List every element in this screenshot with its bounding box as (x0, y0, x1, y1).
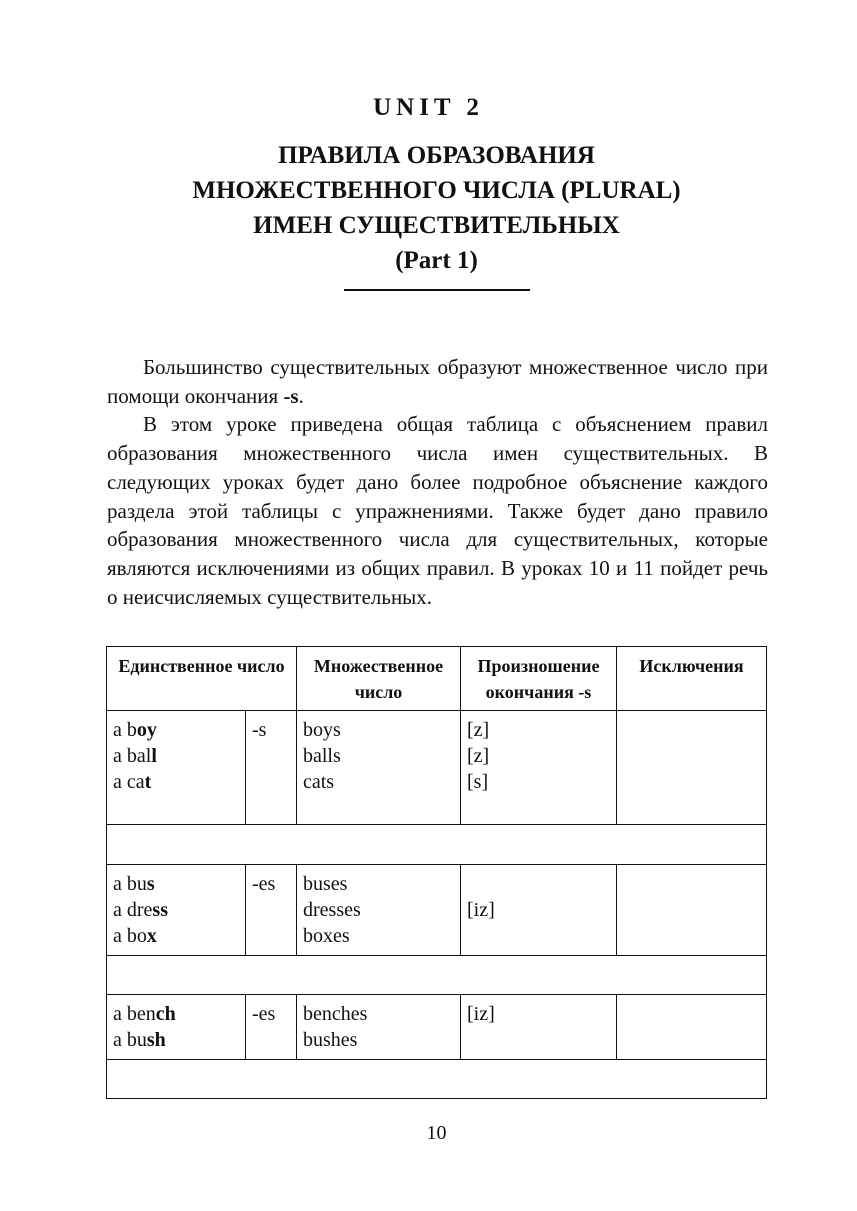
pronunciation-value: [z] (467, 745, 490, 767)
exceptions-cell (617, 865, 767, 956)
table-spacer-row (107, 825, 767, 865)
singular-word: a ball (113, 745, 157, 767)
pronunciation-value: [s] (467, 771, 489, 793)
singular-word: a bench (113, 1003, 176, 1025)
page-title (0, 138, 857, 278)
pronunciation-value: [z] (467, 719, 490, 741)
pronunciation-cell (461, 711, 617, 825)
plural-cell (297, 711, 461, 825)
pronunciation-cell (461, 865, 617, 956)
ending-label: -es (252, 1003, 276, 1025)
table-row (107, 865, 767, 956)
singular-cell (107, 995, 246, 1060)
header-plural: Множественное число (297, 647, 461, 711)
plural-cell (297, 995, 461, 1060)
ending-cell (246, 711, 297, 825)
title-line: ПРАВИЛА ОБРАЗОВАНИЯ (278, 142, 595, 169)
exceptions-cell (617, 995, 767, 1060)
title-line: ИМЕН СУЩЕСТВИТЕЛЬНЫХ (253, 212, 620, 239)
pronunciation-value: [iz] (467, 1003, 495, 1025)
table-spacer-row (107, 956, 767, 995)
intro-text (107, 353, 768, 611)
plural-rules-table (106, 646, 767, 1099)
plural-word: balls (303, 745, 341, 767)
header-exceptions: Исключения (617, 647, 767, 711)
intro-text-run: Большинство существительных образуют множественное число при помощи окончания (107, 355, 768, 408)
title-underline (344, 289, 530, 291)
spacer-cell (107, 956, 767, 995)
header-pronunciation: Произношение окончания -s (461, 647, 617, 711)
table-row (107, 711, 767, 825)
singular-cell (107, 711, 246, 825)
table-spacer-row (107, 1060, 767, 1099)
plural-word: benches (303, 1003, 368, 1025)
plural-word: bushes (303, 1029, 358, 1051)
plural-suffix: -s (283, 383, 299, 408)
pronunciation-cell (461, 995, 617, 1060)
pronunciation-value: [iz] (467, 899, 495, 921)
plural-word: cats (303, 771, 335, 793)
intro-paragraph-2: В этом уроке приведена общая таблица с объяснением правил образования множественного числа имен существительных. В следующих уроках будет дано более подробное объяснение каждого раздела этой таблицы с упражнениями. Также будет дано правило образования множественного числа для существительных, которые являются исключениями из общих правил. В уроках 10 и 11 пойдет речь о неисчисляемых существительных. (107, 412, 768, 609)
ending-label: -es (252, 873, 276, 895)
singular-word: a bus (113, 873, 155, 895)
ending-cell (246, 865, 297, 956)
ending-label: -s (252, 719, 267, 741)
intro-text-run: . (298, 383, 304, 408)
title-line: МНОЖЕСТВЕННОГО ЧИСЛА (PLURAL) (192, 177, 681, 204)
plural-word: dresses (303, 899, 361, 921)
header-singular: Единственное число (107, 647, 297, 711)
singular-word: a dress (113, 899, 168, 921)
singular-word: a cat (113, 771, 152, 793)
plural-word: buses (303, 873, 348, 895)
plural-cell (297, 865, 461, 956)
table-row (107, 995, 767, 1060)
plural-word: boxes (303, 925, 350, 947)
intro-paragraph-1 (107, 353, 768, 410)
title-line: (Part 1) (395, 247, 478, 274)
singular-word: a bush (113, 1029, 166, 1051)
singular-cell (107, 865, 246, 956)
spacer-cell (107, 1060, 767, 1099)
singular-word: a box (113, 925, 157, 947)
page-number: 10 (426, 1122, 447, 1144)
plural-word: boys (303, 719, 341, 741)
singular-word: a boy (113, 719, 157, 741)
table-header-row (107, 647, 767, 711)
spacer-cell (107, 825, 767, 865)
exceptions-cell (617, 711, 767, 825)
unit-heading: UNIT 2 (373, 94, 484, 121)
ending-cell (246, 995, 297, 1060)
